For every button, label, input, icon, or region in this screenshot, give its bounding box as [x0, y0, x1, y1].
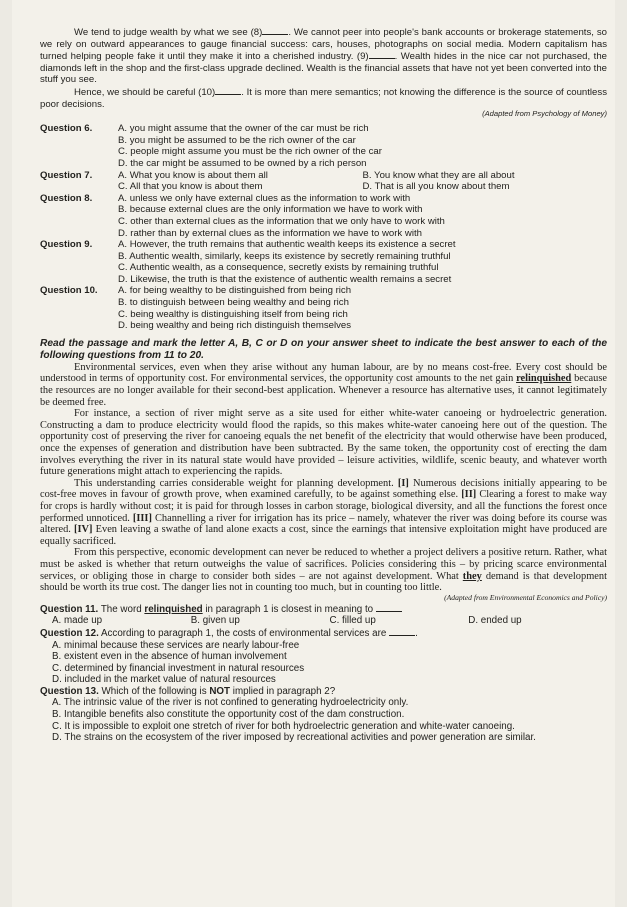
option-d[interactable]: D. That is all you know about them [362, 181, 510, 193]
option-d[interactable]: D. being wealthy and being rich distinguish themselves [118, 320, 352, 332]
option-a[interactable]: A. The intrinsic value of the river is not confined to generating hydroelectricity only. [52, 697, 409, 709]
question-13-stem: Question 13. Which of the following is NOT implied in paragraph 2? [40, 685, 336, 697]
option-a[interactable]: A. for being wealthy to be distinguished from being rich [118, 285, 352, 297]
option-a[interactable]: A. unless we only have external clues as the information to work with [118, 192, 411, 204]
question-6 [40, 123, 607, 169]
passage-1 [40, 0, 607, 119]
option-a[interactable]: A. However, the truth remains that authentic wealth keeps its existence a secret [118, 239, 456, 251]
option-d[interactable]: D. rather than by external clues as the information we have to work with [118, 227, 422, 239]
option-c[interactable]: C. All that you know is about them [118, 181, 263, 193]
option-b[interactable]: B. given up [190, 615, 240, 627]
option-c[interactable]: C. being wealthy is distinguishing itself from being rich [118, 308, 348, 320]
question-label: Question 6. [40, 123, 93, 135]
question-label: Question 12. [40, 627, 99, 639]
blank-9 [369, 50, 395, 59]
option-d[interactable]: D. The strains on the ecosystem of the river imposed by recreational activities and power generation are similar. [52, 732, 536, 744]
section-instruction: Read the passage and mark the letter A, B, C or D on your answer sheet to indicate the best answer to each of the following questions from 11 to 20. [40, 337, 607, 361]
question-label: Question 10. [40, 285, 98, 297]
option-d[interactable]: D. the car might be assumed to be owned by a rich person [118, 157, 367, 169]
option-c[interactable]: C. It is impossible to exploit one stretch of river for both hydroelectric generation and white-water canoeing. [52, 720, 515, 732]
passage-1-paragraph-2: Hence, we should be careful (10) . It is more than mere semantics; not knowing the difference is the source of countless poor decisions. [40, 86, 607, 110]
question-8 [40, 193, 607, 239]
question-10 [40, 285, 607, 331]
option-b[interactable]: B. You know what they are all about [362, 169, 515, 181]
highlighted-word-relinquished: relinquished [516, 373, 572, 385]
option-c[interactable]: C. determined by financial investment in natural resources [52, 662, 305, 674]
option-d[interactable]: D. Likewise, the truth is that the existence of authentic wealth remains a secret [118, 273, 452, 285]
question-11-stem: Question 11. The word relinquished in paragraph 1 is closest in meaning to [40, 603, 607, 616]
option-a[interactable]: A. What you know is about them all [118, 169, 268, 181]
passage-2-paragraph-3: This understanding carries considerable weight for planning development. [I] Numerous decisions initially appearing to be cost-free moves in favour of growth prove, when examined carefully, to be against something else. [II] Clearing a forest to make way for crops is hardly without cost; it is paid for through losses in carbon storage, biological diversity, and all the functions the forest once performed unnoticed. [III] Channelling a river for irrigation has its price – namely, whatever the river was doing before its course was altered. [IV] Even leaving a swathe of land alone exacts a cost, since the earnings that intensive exploitation might have produced are equally sacrificed. [40, 477, 607, 547]
question-label: Question 7. [40, 169, 93, 181]
option-b[interactable]: B. because external clues are the only information we have to work with [118, 204, 423, 216]
question-label: Question 8. [40, 192, 93, 204]
passage-2-source: (Adapted from Environmental Economics and Policy) [444, 592, 607, 602]
option-c[interactable]: C. other than external clues as the information that we only have to work with [118, 215, 445, 227]
passage-2-paragraph-2: For instance, a section of river might serve as a site used for either white-water canoeing or hydroelectric generation. Constructing a dam to produce electricity would flood the rapids, so this makes white-water canoeing here out of the question. The opportunity cost of preserving the river for canoeing equals the net benefit of the electricity that would otherwise have been produced, once the expenses of generation and distribution have been subtracted. By the same token, the opportunity cost of erecting the dam involves everything the river in its natural state would have provided – leisure activities, wildlife, scenic beauty, and whatever worth future generations might attach to experiencing the rapids. [40, 408, 607, 478]
option-a[interactable]: A. minimal because these services are nearly labour-free [52, 639, 300, 651]
passage-1-paragraph-1: We tend to judge wealth by what we see (8) . We cannot peer into people's bank accounts or brokerage statements, so we rely on outward appearances to gauge financial success: cars, houses, photographs on social media. Modern capitalism has turned helping people fake it until they make it into a cherished industry. (9) . Wealth hides in the nice car not purchased, the diamonds left in the shop and the first-class upgrade declined. Wealth is the financial assets that have not yet been converted into the stuff you see. [40, 27, 607, 86]
option-d[interactable]: D. ended up [468, 615, 522, 627]
highlighted-word-they: they [462, 570, 482, 582]
question-label: Question 9. [40, 239, 93, 251]
exam-page [12, 0, 615, 907]
insertion-marker-4[interactable]: [IV] [74, 524, 93, 536]
question-13 [40, 686, 607, 744]
question-11 [40, 603, 607, 627]
option-b[interactable]: B. Intangible benefits also constitute the opportunity cost of the dam construction. [52, 709, 405, 721]
blank-8 [262, 26, 288, 35]
option-b[interactable]: B. you might be assumed to be the rich owner of the car [118, 134, 356, 146]
insertion-marker-1[interactable]: [I] [397, 477, 409, 489]
insertion-marker-3[interactable]: [III] [132, 512, 152, 524]
passage-1-source: (Adapted from Psychology of Money) [482, 109, 607, 119]
question-9 [40, 239, 607, 285]
option-b[interactable]: B. to distinguish between being wealthy and being rich [118, 297, 349, 309]
insertion-marker-2[interactable]: [II] [461, 489, 477, 501]
option-b[interactable]: B. Authentic wealth, similarly, keeps its existence by secretly remaining truthful [118, 250, 451, 262]
option-c[interactable]: C. people might assume you must be the rich owner of the car [118, 146, 382, 158]
passage-2-paragraph-1: Environmental services, even when they arise without any human labour, are by no means cost-free. Every cost should be understood in terms of opportunity cost. For environmental services, the opportunity cost amounts to the net gain relinquished because the resources are no longer available for their second-best application. Whenever a resource has alternative uses, it cannot legitimately be deemed free. [40, 361, 607, 408]
question-label: Question 13. [40, 685, 99, 697]
option-c[interactable]: C. filled up [329, 615, 376, 627]
option-a[interactable]: A. made up [52, 615, 103, 627]
option-a[interactable]: A. you might assume that the owner of the car must be rich [118, 123, 369, 135]
question-7 [40, 170, 607, 193]
passage-2 [40, 362, 607, 603]
question-12-stem: Question 12. According to paragraph 1, the costs of environmental services are . [40, 627, 418, 639]
option-b[interactable]: B. existent even in the absence of human involvement [52, 651, 287, 663]
passage-2-paragraph-4: From this perspective, economic development can never be reduced to whether a project delivers a positive return. Rather, what must be asked is whether that return outweighs the value of sacrifices. Policies considering this – by pricing scarce environmental services, or obliging those in charge to consider both sides – are not against development. What they demand is that development should be worth its true cost. The danger lies not in counting too much, but in counting too little. [40, 547, 607, 594]
question-12 [40, 627, 607, 686]
question-label: Question 11. [40, 603, 99, 615]
blank-10 [215, 86, 241, 95]
option-d[interactable]: D. included in the market value of natural resources [52, 674, 276, 686]
option-c[interactable]: C. Authentic wealth, as a consequence, secretly exists by remaining truthful [118, 262, 439, 274]
